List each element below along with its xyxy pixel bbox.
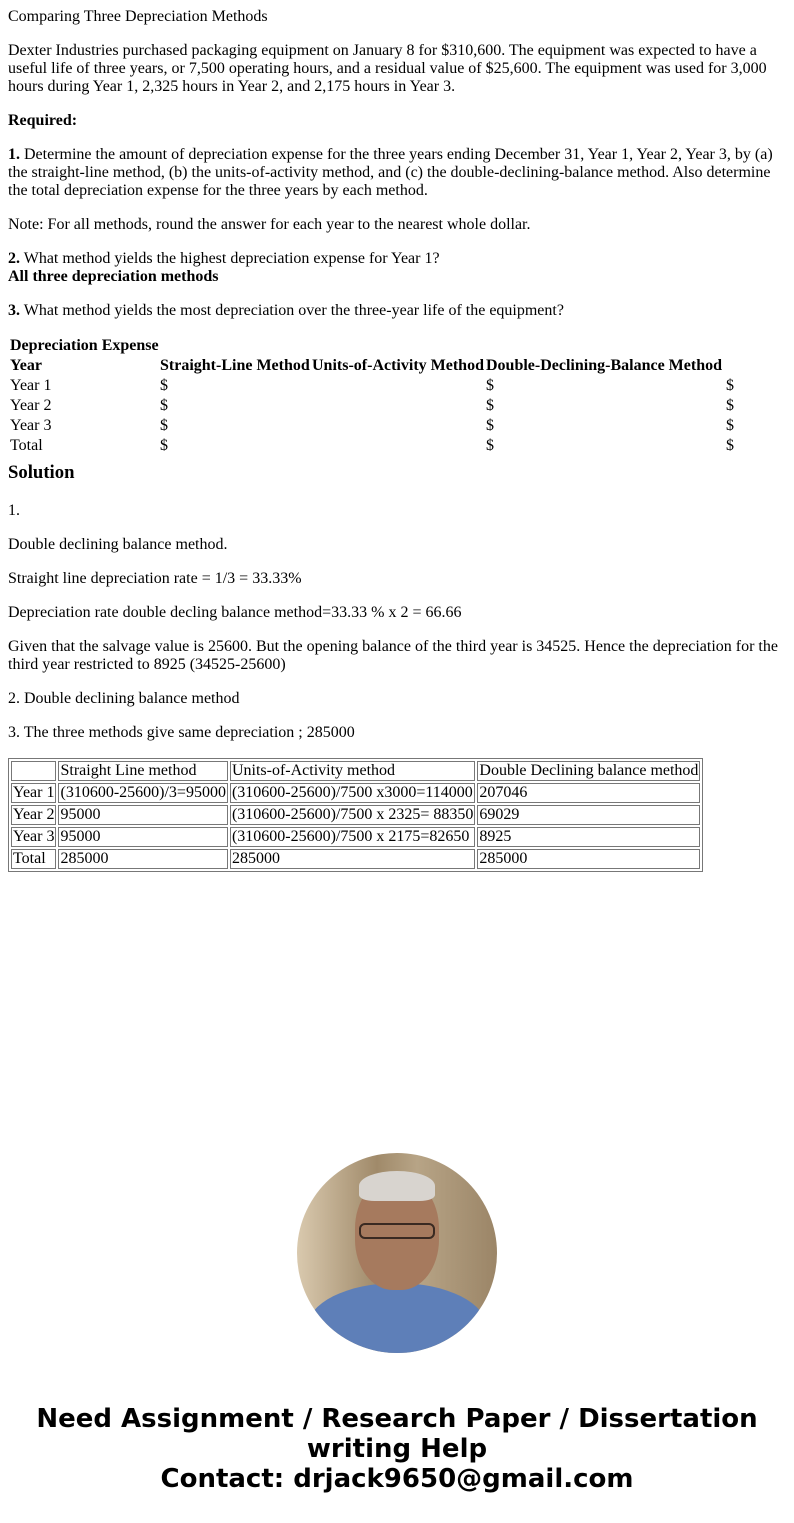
currency-cell[interactable]: $ bbox=[160, 417, 168, 434]
solution-line: 2. Double declining balance method bbox=[8, 690, 240, 707]
solution-line: Straight line depreciation rate = 1/3 = 33.33% bbox=[8, 570, 302, 587]
required-label: Required: bbox=[8, 112, 78, 129]
author-photo bbox=[297, 1153, 497, 1353]
question-3 bbox=[8, 302, 786, 320]
q1-num: 1. bbox=[8, 146, 20, 163]
currency-cell[interactable]: $ bbox=[486, 437, 494, 454]
currency-cell[interactable]: $ bbox=[160, 397, 168, 414]
currency-cell[interactable]: $ bbox=[486, 377, 494, 394]
q2-num: 2. bbox=[8, 250, 20, 267]
q1-text: Determine the amount of depreciation expense for the three years ending December 31, Year 1, Year 2, Year 3, by (a) the straight-line method, (b) the units-of-activity method, and (c) the double-declining-balance method. Also determine the total depreciation expense for the three years by each method. bbox=[8, 146, 773, 199]
table-cell: 69029 bbox=[477, 805, 700, 825]
table-cell: 8925 bbox=[477, 827, 700, 847]
currency-cell[interactable]: $ bbox=[726, 437, 734, 454]
table-cell: Straight Line method bbox=[58, 761, 227, 781]
intro-text: Dexter Industries purchased packaging equipment on January 8 for $310,600. The equipment was expected to have a useful life of three years, or 7,500 operating hours, and a residual value of $25,600. The equipment was used for 3,000 hours during Year 1, 2,325 hours in Year 2, and 2,175 hours in Year 3. bbox=[8, 42, 767, 95]
row-label: Year 3 bbox=[10, 417, 52, 434]
col-header: Straight-Line Method bbox=[160, 357, 310, 374]
table-cell: Year 1 bbox=[13, 784, 55, 801]
footer-contact: Contact: drjack9650@gmail.com bbox=[160, 1464, 634, 1494]
solution-heading: Solution bbox=[8, 462, 75, 483]
table-cell: (310600-25600)/7500 x3000=114000 bbox=[230, 783, 475, 803]
q3-num: 3. bbox=[8, 302, 20, 319]
table-cell: (310600-25600)/3=95000 bbox=[60, 784, 226, 801]
row-label: Year 1 bbox=[10, 377, 52, 394]
q3-text: What method yields the most depreciation over the three-year life of the equipment? bbox=[20, 302, 564, 319]
table-cell: (310600-25600)/7500 x 2175=82650 bbox=[230, 827, 475, 847]
question-2 bbox=[8, 250, 786, 286]
table-row bbox=[11, 783, 700, 803]
solution-line: 3. The three methods give same depreciation ; 285000 bbox=[8, 724, 355, 741]
row-label: Year 2 bbox=[10, 397, 52, 414]
table-cell: Year 2 bbox=[13, 806, 55, 823]
currency-cell[interactable]: $ bbox=[726, 417, 734, 434]
footer-help-text: Need Assignment / Research Paper / Dissertation writing Help bbox=[36, 1404, 758, 1464]
solution-table bbox=[8, 758, 703, 872]
currency-cell[interactable]: $ bbox=[726, 377, 734, 394]
table-caption: Depreciation Expense bbox=[10, 337, 159, 354]
table-row bbox=[11, 827, 700, 847]
table-cell: Double Declining balance method bbox=[479, 762, 699, 779]
depreciation-expense-table bbox=[10, 336, 786, 454]
solution-line: Depreciation rate double decling balance method=33.33 % x 2 = 66.66 bbox=[8, 604, 462, 621]
q2-answer: All three depreciation methods bbox=[8, 268, 219, 285]
table-cell: 207046 bbox=[477, 783, 700, 803]
page-title: Comparing Three Depreciation Methods bbox=[8, 8, 268, 25]
table-cell: 285000 bbox=[58, 849, 227, 869]
question-1 bbox=[8, 146, 786, 200]
glasses-icon bbox=[359, 1223, 435, 1239]
currency-cell[interactable]: $ bbox=[726, 397, 734, 414]
table-cell: (310600-25600)/7500 x 2325= 88350 bbox=[231, 806, 474, 823]
table-cell: Total bbox=[11, 849, 56, 869]
solution-line: Double declining balance method. bbox=[8, 536, 228, 553]
table-cell: Year 3 bbox=[13, 828, 55, 845]
col-header: Units-of-Activity Method bbox=[312, 357, 484, 374]
table-cell: 285000 bbox=[477, 849, 700, 869]
currency-cell[interactable]: $ bbox=[160, 377, 168, 394]
col-header: Year bbox=[10, 357, 42, 374]
table-row bbox=[11, 849, 700, 869]
currency-cell[interactable]: $ bbox=[486, 397, 494, 414]
q2-text: What method yields the highest depreciation expense for Year 1? bbox=[20, 250, 440, 267]
row-label: Total bbox=[10, 437, 43, 454]
solution-line: Given that the salvage value is 25600. But the opening balance of the third year is 34525. Hence the depreciation for the third year restricted to 8925 (34525-25600) bbox=[8, 638, 778, 673]
table-cell: Units-of-Activity method bbox=[230, 761, 475, 781]
currency-cell[interactable]: $ bbox=[486, 417, 494, 434]
table-row bbox=[11, 761, 700, 781]
currency-cell[interactable]: $ bbox=[160, 437, 168, 454]
col-header: Double-Declining-Balance Method bbox=[486, 357, 722, 374]
footer-banner bbox=[0, 1404, 794, 1494]
note: Note: For all methods, round the answer for each year to the nearest whole dollar. bbox=[8, 216, 531, 233]
table-row bbox=[11, 805, 700, 825]
table-cell: 95000 bbox=[58, 805, 227, 825]
table-cell: 285000 bbox=[230, 849, 475, 869]
table-cell bbox=[11, 761, 56, 781]
table-cell: 95000 bbox=[58, 827, 227, 847]
solution-line: 1. bbox=[8, 502, 20, 519]
